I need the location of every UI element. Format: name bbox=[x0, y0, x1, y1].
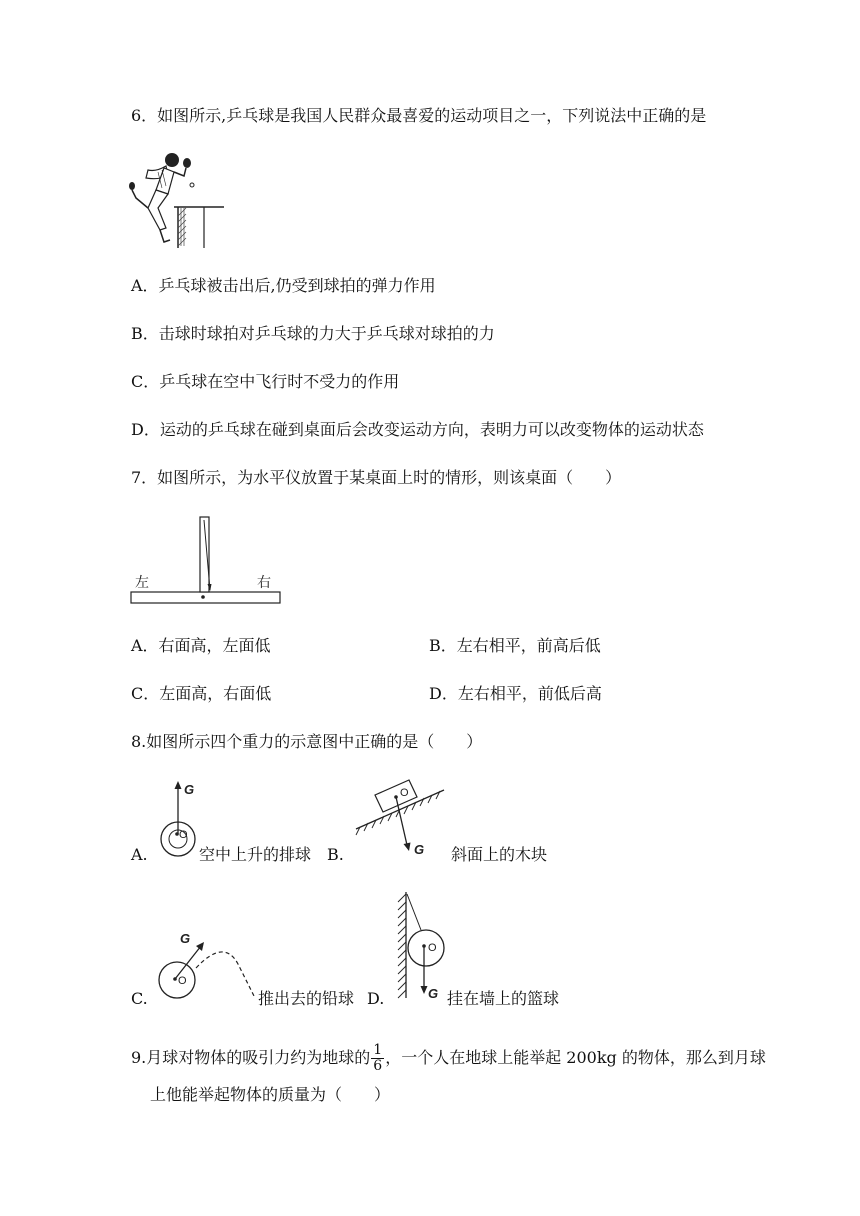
q7-stem: 7．如图所示，为水平仪放置于某桌面上时的情形，则该桌面（ ） bbox=[131, 468, 622, 487]
shot-put-diagram bbox=[152, 926, 260, 1002]
one-sixth-fraction: $\frac{1}{6}$ bbox=[373, 1042, 383, 1074]
q8-stem: 8.如图所示四个重力的示意图中正确的是（ ） bbox=[131, 732, 483, 751]
spirit-level-figure bbox=[128, 514, 284, 606]
q7-option-a: A．右面高，左面低 bbox=[131, 636, 271, 655]
q8-d-letter: D. bbox=[367, 989, 385, 1008]
q6-option-c: C．乒乓球在空中飞行时不受力的作用 bbox=[131, 372, 400, 391]
q6-option-b: B．击球时球拍对乒乓球的力大于乒乓球对球拍的力 bbox=[131, 324, 495, 343]
svg-text:G: G bbox=[428, 986, 439, 1000]
q9-stem-line2: 上他能举起物体的质量为（ ） bbox=[150, 1085, 391, 1104]
incline-block-diagram bbox=[352, 774, 448, 860]
level-right-label: 右 bbox=[257, 574, 271, 590]
q8-a-caption: 空中上升的排球 bbox=[199, 845, 312, 864]
q8-c-caption: 推出去的铅球 bbox=[258, 989, 355, 1008]
svg-text:G: G bbox=[184, 782, 195, 797]
q8-d-caption: 挂在墙上的篮球 bbox=[447, 989, 560, 1008]
svg-text:O: O bbox=[400, 787, 409, 799]
q8-c-letter: C. bbox=[131, 989, 148, 1008]
q8-a-letter: A. bbox=[131, 845, 148, 864]
q7-option-c: C．左面高，右面低 bbox=[131, 684, 272, 703]
ping-pong-player-figure bbox=[126, 150, 228, 250]
svg-text:O: O bbox=[179, 829, 188, 841]
svg-text:O: O bbox=[428, 942, 437, 954]
q8-b-caption: 斜面上的木块 bbox=[451, 845, 548, 864]
svg-text:O: O bbox=[178, 975, 187, 987]
q6-option-a: A．乒乓球被击出后,仍受到球拍的弹力作用 bbox=[131, 276, 436, 295]
svg-text:G: G bbox=[180, 931, 191, 946]
wall-basketball-diagram bbox=[390, 888, 446, 1000]
q9-stem-line1: 9.月球对物体的吸引力约为地球的 $\frac{1}{6}$ ，一个人在地球上能举起 200kg 的物体，那么到月球 bbox=[131, 1042, 766, 1074]
level-left-label: 左 bbox=[135, 574, 149, 590]
svg-text:G: G bbox=[414, 842, 425, 857]
q8-b-letter: B. bbox=[327, 845, 344, 864]
q7-option-d: D．左右相平，前低后高 bbox=[429, 684, 602, 703]
q6-stem: 6．如图所示,乒乓球是我国人民群众最喜爱的运动项目之一，下列说法中正确的是 bbox=[131, 106, 707, 125]
q7-option-b: B．左右相平，前高后低 bbox=[429, 636, 601, 655]
q6-option-d: D．运动的乒乓球在碰到桌面后会改变运动方向，表明力可以改变物体的运动状态 bbox=[131, 420, 704, 439]
volleyball-diagram bbox=[156, 778, 202, 860]
